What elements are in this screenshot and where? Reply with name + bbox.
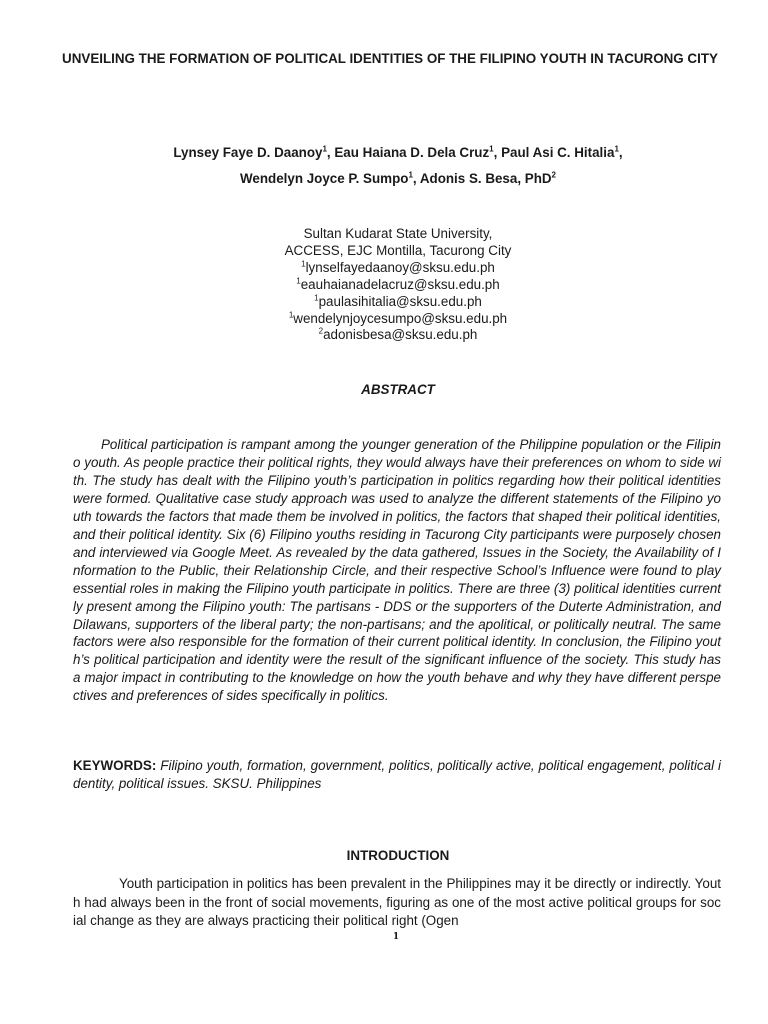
- email-affiliation-mark: 1: [301, 259, 306, 269]
- author-separator: ,: [326, 145, 335, 160]
- affiliation-block: [60, 226, 736, 344]
- author-affiliation-mark: 1: [408, 170, 413, 180]
- author-affiliation-mark: 1: [614, 144, 619, 154]
- email-affiliation-mark: 2: [318, 326, 324, 336]
- author-separator: ,: [618, 145, 623, 160]
- author-line-2: [60, 166, 736, 192]
- author-separator: ,: [493, 145, 502, 160]
- affiliation-university: Sultan Kudarat State University,: [303, 226, 493, 241]
- author-name: Eau Haiana D. Dela Cruz: [334, 145, 490, 160]
- author-affiliation-mark: 1: [489, 144, 494, 154]
- author-email: [60, 311, 736, 328]
- abstract-paragraph: Political participation is rampant among the younger generation of the Philippine population or the Filipino youth. As people practice their political rights, they would always have their preferences on whom to side with. The study has dealt with the Filipino youth’s participation in politics regarding how their political identities were formed. Qualitative case study approach was used to analyze the different statements of the Filipino youth towards the factors that made them be involved in politics, the factors that shaped their political identities, and their political identity. Six (6) Filipino youths residing in Tacurong City participants were purposely chosen and interviewed via Google Meet. As revealed by the data gathered, Issues in the Society, the Availability of Information to the Public, their Relationship Circle, and their respective School’s Influence were found to play essential roles in making the Filipino youth participate in politics. There are three (3) political identities currently present among the Filipino youth: The partisans - DDS or the supporters of the Duterte Administration, and Dilawans, supporters of the liberal party; the non-partisans; and the apolitical, or politically neutral. The same factors were also responsible for the formation of their current political identity. In conclusion, the Filipino youth’s political participation and identity were the result of the significant influence of the society. This study has a major impact in contributing to the knowledge on how the youth behave and why they have different perspectives and preferences of sides specifically in politics.: [73, 437, 721, 704]
- introduction-heading: INTRODUCTION: [346, 848, 450, 863]
- author-line-1: [60, 140, 736, 166]
- author-name: Adonis S. Besa, PhD: [419, 171, 552, 186]
- author-affiliation-mark: 2: [551, 170, 556, 180]
- email-address: lynselfayedaanoy@sksu.edu.ph: [305, 259, 495, 275]
- author-name: Lynsey Faye D. Daanoy: [173, 145, 323, 160]
- page-number: 1: [392, 932, 400, 942]
- paper-title: UNVEILING THE FORMATION OF POLITICAL IDENTITIES OF THE FILIPINO YOUTH IN TACURONG CITY: [62, 51, 718, 66]
- keywords-label: KEYWORDS:: [73, 758, 157, 773]
- author-list: [60, 140, 736, 192]
- keywords-line: [73, 757, 721, 793]
- introduction-paragraph: Youth participation in politics has been prevalent in the Philippines may it be directly or indirectly. Youth had always been in the front of social movements, figuring as one of the most active political groups for social change as they are always practicing their political right (Ogen: [73, 876, 721, 928]
- email-address: wendelynjoycesumpo@sksu.edu.ph: [293, 310, 508, 326]
- author-name: Wendelyn Joyce P. Sumpo: [240, 171, 409, 186]
- email-address: adonisbesa@sksu.edu.ph: [323, 327, 478, 343]
- author-email: [60, 294, 736, 311]
- email-address: eauhaianadelacruz@sksu.edu.ph: [300, 276, 500, 292]
- email-address: paulasihitalia@sksu.edu.ph: [318, 293, 482, 309]
- keywords-text: Filipino youth, formation, government, politics, politically active, political engagement, political identity, political issues. SKSU. Philippines: [73, 758, 721, 791]
- author-email: [60, 260, 736, 277]
- author-email: [60, 277, 736, 294]
- abstract-heading: ABSTRACT: [361, 382, 435, 397]
- affiliation-address: ACCESS, EJC Montilla, Tacurong City: [284, 242, 512, 258]
- email-affiliation-mark: 1: [296, 276, 301, 286]
- author-affiliation-mark: 1: [322, 144, 327, 154]
- author-name: Paul Asi C. Hitalia: [501, 145, 615, 160]
- email-affiliation-mark: 1: [288, 310, 294, 320]
- author-email: [60, 327, 736, 344]
- email-affiliation-mark: 1: [314, 293, 319, 303]
- author-separator: ,: [412, 171, 420, 186]
